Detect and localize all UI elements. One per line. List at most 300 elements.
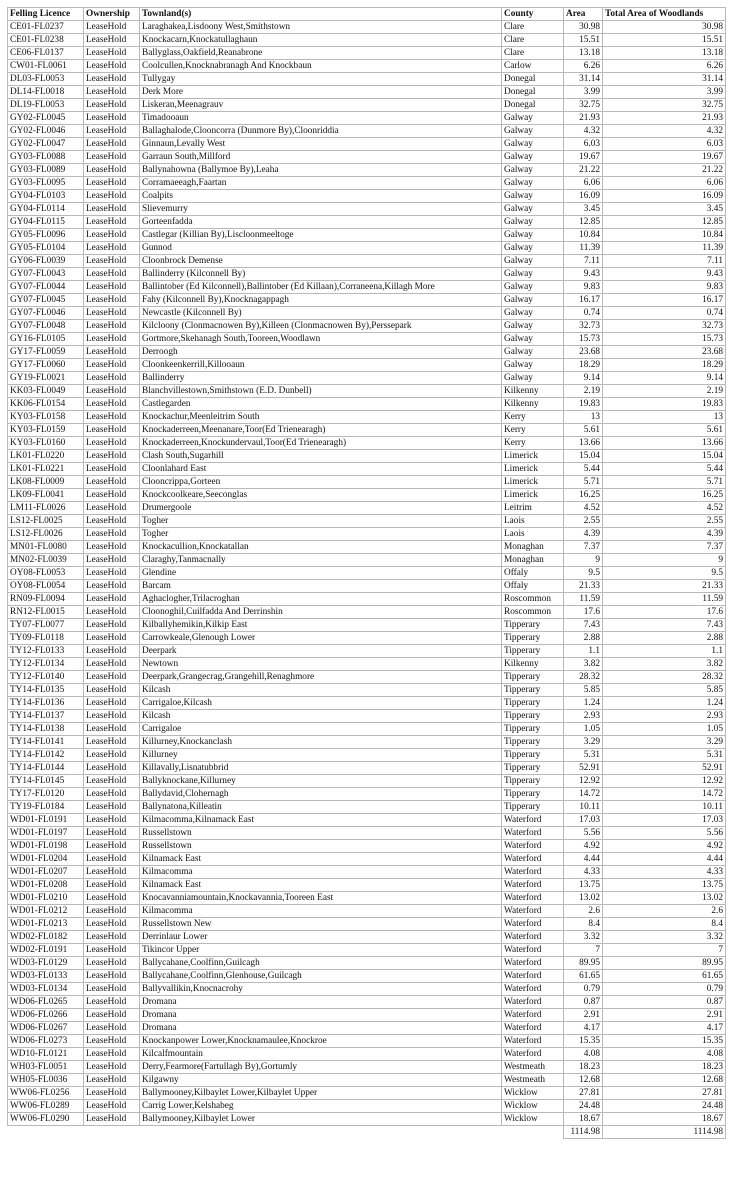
county-cell: Donegal: [502, 86, 564, 99]
total-area-cell: 13.75: [603, 879, 726, 892]
county-cell: Galway: [502, 112, 564, 125]
total-area-cell: 7.11: [603, 255, 726, 268]
total-area-cell: 5.61: [603, 424, 726, 437]
townlands-cell: Derry,Fearmore(Fartullagh By),Gortumly: [140, 1061, 502, 1074]
county-cell: Waterford: [502, 879, 564, 892]
townlands-cell: Liskeran,Meenagrauv: [140, 99, 502, 112]
ownership-cell: LeaseHold: [84, 60, 140, 73]
header-county: County: [502, 8, 564, 21]
table-row: [8, 801, 726, 814]
felling-licence-cell: LS12-FL0025: [8, 515, 84, 528]
ownership-cell: LeaseHold: [84, 1009, 140, 1022]
townlands-cell: Gorteenfadda: [140, 216, 502, 229]
townlands-cell: Killurney: [140, 749, 502, 762]
felling-licence-cell: WD03-FL0129: [8, 957, 84, 970]
total-area-cell: 5.56: [603, 827, 726, 840]
area-cell: 19.83: [564, 398, 603, 411]
ownership-cell: LeaseHold: [84, 892, 140, 905]
total-area-cell: 16.17: [603, 294, 726, 307]
header-felling-licence: Felling Licence: [8, 8, 84, 21]
county-cell: Kerry: [502, 411, 564, 424]
county-cell: Monaghan: [502, 541, 564, 554]
total-area-cell: 4.52: [603, 502, 726, 515]
felling-licence-cell: WD01-FL0210: [8, 892, 84, 905]
townlands-cell: Castlegar (Killian By),Liscloonmeeltoge: [140, 229, 502, 242]
felling-licence-cell: GY04-FL0115: [8, 216, 84, 229]
table-row: [8, 983, 726, 996]
ownership-cell: LeaseHold: [84, 723, 140, 736]
townlands-cell: Cloonbrock Demense: [140, 255, 502, 268]
area-cell: 4.32: [564, 125, 603, 138]
table-row: [8, 255, 726, 268]
area-cell: 21.22: [564, 164, 603, 177]
table-row: [8, 645, 726, 658]
table-row: [8, 138, 726, 151]
area-cell: 15.51: [564, 34, 603, 47]
area-cell: 6.03: [564, 138, 603, 151]
felling-licence-cell: GY07-FL0044: [8, 281, 84, 294]
total-area-cell: 6.26: [603, 60, 726, 73]
townlands-cell: Carrigaloe: [140, 723, 502, 736]
table-row: [8, 762, 726, 775]
county-cell: Tipperary: [502, 762, 564, 775]
total-area-cell: 3.29: [603, 736, 726, 749]
felling-licence-cell: KY03-FL0160: [8, 437, 84, 450]
county-cell: Galway: [502, 164, 564, 177]
total-area-cell: 32.73: [603, 320, 726, 333]
total-area-cell: 15.35: [603, 1035, 726, 1048]
area-cell: 4.92: [564, 840, 603, 853]
ownership-cell: LeaseHold: [84, 190, 140, 203]
total-area-cell: 13.02: [603, 892, 726, 905]
ownership-cell: LeaseHold: [84, 853, 140, 866]
ownership-cell: LeaseHold: [84, 515, 140, 528]
table-row: [8, 294, 726, 307]
total-area-cell: 10.84: [603, 229, 726, 242]
ownership-cell: LeaseHold: [84, 125, 140, 138]
townlands-cell: Clash South,Sugarhill: [140, 450, 502, 463]
felling-licence-cell: WD03-FL0133: [8, 970, 84, 983]
area-cell: 4.17: [564, 1022, 603, 1035]
table-row: [8, 1009, 726, 1022]
total-area-cell: 23.68: [603, 346, 726, 359]
felling-licence-cell: WD06-FL0265: [8, 996, 84, 1009]
area-cell: 28.32: [564, 671, 603, 684]
area-cell: 3.29: [564, 736, 603, 749]
total-area-cell: 5.85: [603, 684, 726, 697]
ownership-cell: LeaseHold: [84, 294, 140, 307]
county-cell: Tipperary: [502, 632, 564, 645]
county-cell: Waterford: [502, 918, 564, 931]
table-row: [8, 1048, 726, 1061]
ownership-cell: LeaseHold: [84, 1087, 140, 1100]
table-row: [8, 879, 726, 892]
ownership-cell: LeaseHold: [84, 21, 140, 34]
felling-licence-cell: GY16-FL0105: [8, 333, 84, 346]
area-cell: 30.98: [564, 21, 603, 34]
ownership-cell: LeaseHold: [84, 1048, 140, 1061]
total-area-cell: 0.74: [603, 307, 726, 320]
table-row: [8, 1074, 726, 1087]
table-row: [8, 567, 726, 580]
felling-licence-cell: WW06-FL0256: [8, 1087, 84, 1100]
table-row: [8, 372, 726, 385]
table-row: [8, 359, 726, 372]
county-cell: Clare: [502, 47, 564, 60]
townlands-cell: Cloonoghil,Cuilfadda And Derrinshin: [140, 606, 502, 619]
townlands-cell: Kilcash: [140, 710, 502, 723]
total-area-cell: 12.68: [603, 1074, 726, 1087]
table-body: [8, 21, 726, 1126]
county-cell: Waterford: [502, 905, 564, 918]
table-row: [8, 931, 726, 944]
area-cell: 5.56: [564, 827, 603, 840]
total-area-cell: 4.44: [603, 853, 726, 866]
felling-licence-cell: WD01-FL0213: [8, 918, 84, 931]
townlands-cell: Fahy (Kilconnell By),Knocknagappagh: [140, 294, 502, 307]
county-cell: Galway: [502, 216, 564, 229]
townlands-cell: Russellstown New: [140, 918, 502, 931]
total-area-cell: 30.98: [603, 21, 726, 34]
total-area-cell: 18.67: [603, 1113, 726, 1126]
total-area-cell: 9: [603, 554, 726, 567]
table-row: [8, 450, 726, 463]
felling-licence-cell: WD10-FL0121: [8, 1048, 84, 1061]
townlands-cell: Kilmacomma,Kilnamack East: [140, 814, 502, 827]
felling-licence-cell: TY07-FL0077: [8, 619, 84, 632]
total-area-cell: 2.55: [603, 515, 726, 528]
felling-licence-cell: LK09-FL0041: [8, 489, 84, 502]
townlands-cell: Slievemurry: [140, 203, 502, 216]
county-cell: Galway: [502, 190, 564, 203]
county-cell: Waterford: [502, 1022, 564, 1035]
area-cell: 0.74: [564, 307, 603, 320]
felling-licence-cell: DL03-FL0053: [8, 73, 84, 86]
townlands-cell: Ballycahane,Coolfinn,Glenhouse,Guilcagh: [140, 970, 502, 983]
ownership-cell: LeaseHold: [84, 918, 140, 931]
felling-licence-cell: TY14-FL0144: [8, 762, 84, 775]
area-cell: 15.73: [564, 333, 603, 346]
total-area-cell: 89.95: [603, 957, 726, 970]
area-cell: 14.72: [564, 788, 603, 801]
felling-licence-cell: GY02-FL0045: [8, 112, 84, 125]
total-area-cell: 1.24: [603, 697, 726, 710]
felling-licence-cell: KY03-FL0159: [8, 424, 84, 437]
county-cell: Laois: [502, 515, 564, 528]
county-cell: Waterford: [502, 814, 564, 827]
table-row: [8, 671, 726, 684]
felling-licence-cell: GY06-FL0039: [8, 255, 84, 268]
header-townlands: Townland(s): [140, 8, 502, 21]
county-cell: Tipperary: [502, 736, 564, 749]
header-ownership: Ownership: [84, 8, 140, 21]
county-cell: Waterford: [502, 957, 564, 970]
county-cell: Waterford: [502, 1035, 564, 1048]
county-cell: Kilkenny: [502, 398, 564, 411]
county-cell: Waterford: [502, 1048, 564, 1061]
table-row: [8, 60, 726, 73]
table-row: [8, 47, 726, 60]
felling-licence-cell: TY12-FL0134: [8, 658, 84, 671]
ownership-cell: LeaseHold: [84, 385, 140, 398]
table-row: [8, 346, 726, 359]
townlands-cell: Timadooaun: [140, 112, 502, 125]
area-cell: 2.6: [564, 905, 603, 918]
county-cell: Waterford: [502, 840, 564, 853]
felling-licence-cell: MN02-FL0039: [8, 554, 84, 567]
ownership-cell: LeaseHold: [84, 1035, 140, 1048]
total-area-total: 1114.98: [603, 1126, 726, 1139]
townlands-cell: Coolcullen,Knocknabranagh And Knockbaun: [140, 60, 502, 73]
total-area-cell: 2.19: [603, 385, 726, 398]
townlands-cell: Killurney,Knockanclash: [140, 736, 502, 749]
total-area-cell: 12.92: [603, 775, 726, 788]
area-cell: 2.88: [564, 632, 603, 645]
felling-licence-cell: TY14-FL0137: [8, 710, 84, 723]
ownership-cell: LeaseHold: [84, 593, 140, 606]
area-cell: 1.24: [564, 697, 603, 710]
table-row: [8, 996, 726, 1009]
county-cell: Donegal: [502, 73, 564, 86]
felling-licence-cell: LM11-FL0026: [8, 502, 84, 515]
felling-licence-cell: GY04-FL0103: [8, 190, 84, 203]
county-cell: Galway: [502, 307, 564, 320]
townlands-cell: Ballycahane,Coolfinn,Guilcagh: [140, 957, 502, 970]
total-area-cell: 14.72: [603, 788, 726, 801]
table-row: [8, 307, 726, 320]
townlands-cell: Togher: [140, 515, 502, 528]
felling-licence-cell: TY14-FL0141: [8, 736, 84, 749]
county-cell: Tipperary: [502, 749, 564, 762]
total-area-cell: 3.99: [603, 86, 726, 99]
county-cell: Tipperary: [502, 697, 564, 710]
townlands-cell: Coalpits: [140, 190, 502, 203]
table-row: [8, 892, 726, 905]
area-cell: 9.43: [564, 268, 603, 281]
felling-licence-cell: GY07-FL0046: [8, 307, 84, 320]
totals-blank-cell: [84, 1126, 140, 1139]
total-area-cell: 9.43: [603, 268, 726, 281]
townlands-cell: Ballinderry (Kilconnell By): [140, 268, 502, 281]
table-row: [8, 125, 726, 138]
townlands-cell: Knockaderreen,Knockundervaul,Toor(Ed Trienearagh): [140, 437, 502, 450]
total-area-cell: 1.05: [603, 723, 726, 736]
table-row: [8, 619, 726, 632]
area-cell: 2.19: [564, 385, 603, 398]
townlands-cell: Ginnaun,Levally West: [140, 138, 502, 151]
table-row: [8, 424, 726, 437]
county-cell: Tipperary: [502, 775, 564, 788]
county-cell: Donegal: [502, 99, 564, 112]
ownership-cell: LeaseHold: [84, 762, 140, 775]
townlands-cell: Russellstown: [140, 840, 502, 853]
area-cell: 17.03: [564, 814, 603, 827]
felling-licence-cell: WD01-FL0212: [8, 905, 84, 918]
table-row: [8, 528, 726, 541]
table-row: [8, 281, 726, 294]
totals-blank-cell: [140, 1126, 502, 1139]
felling-licence-cell: LK01-FL0221: [8, 463, 84, 476]
felling-licence-cell: WD01-FL0198: [8, 840, 84, 853]
townlands-cell: Ballynatona,Killeatin: [140, 801, 502, 814]
felling-licence-cell: WD06-FL0266: [8, 1009, 84, 1022]
felling-licence-cell: DL14-FL0018: [8, 86, 84, 99]
table-row: [8, 749, 726, 762]
area-cell: 12.68: [564, 1074, 603, 1087]
table-row: [8, 632, 726, 645]
total-area-cell: 6.03: [603, 138, 726, 151]
table-row: [8, 1100, 726, 1113]
felling-licence-cell: GY04-FL0114: [8, 203, 84, 216]
ownership-cell: LeaseHold: [84, 164, 140, 177]
county-cell: Tipperary: [502, 645, 564, 658]
county-cell: Waterford: [502, 1009, 564, 1022]
townlands-cell: Ballyknockane,Killurney: [140, 775, 502, 788]
county-cell: Galway: [502, 203, 564, 216]
total-area-cell: 0.79: [603, 983, 726, 996]
felling-licence-cell: TY17-FL0120: [8, 788, 84, 801]
county-cell: Waterford: [502, 866, 564, 879]
townlands-cell: Tullygay: [140, 73, 502, 86]
header-area: Area: [564, 8, 603, 21]
area-cell: 3.32: [564, 931, 603, 944]
ownership-cell: LeaseHold: [84, 944, 140, 957]
total-area-cell: 27.81: [603, 1087, 726, 1100]
townlands-cell: Russellstown: [140, 827, 502, 840]
area-cell: 2.93: [564, 710, 603, 723]
area-cell: 7.11: [564, 255, 603, 268]
felling-licence-cell: WD06-FL0273: [8, 1035, 84, 1048]
table-row: [8, 866, 726, 879]
table-row: [8, 554, 726, 567]
townlands-cell: Dromana: [140, 1009, 502, 1022]
ownership-cell: LeaseHold: [84, 463, 140, 476]
ownership-cell: LeaseHold: [84, 229, 140, 242]
county-cell: Galway: [502, 294, 564, 307]
townlands-cell: Corramaeeagh,Faartan: [140, 177, 502, 190]
felling-licence-cell: WD01-FL0207: [8, 866, 84, 879]
header-total-area: Total Area of Woodlands: [603, 8, 726, 21]
total-area-cell: 31.14: [603, 73, 726, 86]
townlands-cell: Garraun South,Millford: [140, 151, 502, 164]
county-cell: Monaghan: [502, 554, 564, 567]
ownership-cell: LeaseHold: [84, 177, 140, 190]
townlands-cell: Knocavanniamountain,Knockavannia,Tooreen East: [140, 892, 502, 905]
area-cell: 5.61: [564, 424, 603, 437]
area-cell: 0.87: [564, 996, 603, 1009]
county-cell: Westmeath: [502, 1074, 564, 1087]
county-cell: Waterford: [502, 970, 564, 983]
county-cell: Waterford: [502, 892, 564, 905]
area-cell: 32.73: [564, 320, 603, 333]
county-cell: Waterford: [502, 853, 564, 866]
table-row: [8, 1061, 726, 1074]
ownership-cell: LeaseHold: [84, 541, 140, 554]
area-cell: 6.06: [564, 177, 603, 190]
ownership-cell: LeaseHold: [84, 320, 140, 333]
total-area-cell: 3.45: [603, 203, 726, 216]
county-cell: Waterford: [502, 931, 564, 944]
totals-blank-cell: [8, 1126, 84, 1139]
townlands-cell: Kilcalfmountain: [140, 1048, 502, 1061]
felling-licence-cell: GY03-FL0095: [8, 177, 84, 190]
county-cell: Galway: [502, 125, 564, 138]
ownership-cell: LeaseHold: [84, 710, 140, 723]
table-row: [8, 944, 726, 957]
table-row: [8, 320, 726, 333]
felling-licence-cell: LK08-FL0009: [8, 476, 84, 489]
felling-licence-cell: CW01-FL0061: [8, 60, 84, 73]
county-cell: Wicklow: [502, 1087, 564, 1100]
table-row: [8, 1113, 726, 1126]
totals-blank-cell: [502, 1126, 564, 1139]
area-cell: 3.82: [564, 658, 603, 671]
area-cell: 12.92: [564, 775, 603, 788]
felling-licence-cell: WH03-FL0051: [8, 1061, 84, 1074]
felling-licence-cell: RN09-FL0094: [8, 593, 84, 606]
townlands-cell: Togher: [140, 528, 502, 541]
table-row: [8, 905, 726, 918]
ownership-cell: LeaseHold: [84, 580, 140, 593]
ownership-cell: LeaseHold: [84, 1113, 140, 1126]
townlands-cell: Dromana: [140, 1022, 502, 1035]
total-area-cell: 4.17: [603, 1022, 726, 1035]
area-cell: 18.29: [564, 359, 603, 372]
total-area-cell: 15.51: [603, 34, 726, 47]
total-area-cell: 0.87: [603, 996, 726, 1009]
townlands-cell: Deerpark,Grangecrag,Grangehill,Renaghmore: [140, 671, 502, 684]
table-row: [8, 216, 726, 229]
table-row: [8, 34, 726, 47]
table-row: [8, 723, 726, 736]
area-cell: 6.26: [564, 60, 603, 73]
area-cell: 13.66: [564, 437, 603, 450]
area-cell: 18.23: [564, 1061, 603, 1074]
ownership-cell: LeaseHold: [84, 86, 140, 99]
total-area-cell: 11.59: [603, 593, 726, 606]
total-area-cell: 2.93: [603, 710, 726, 723]
townlands-cell: Ballaghalode,Clooncorra (Dunmore By),Cloonriddia: [140, 125, 502, 138]
area-cell: 5.44: [564, 463, 603, 476]
table-row: [8, 164, 726, 177]
table-row: [8, 86, 726, 99]
total-area-cell: 32.75: [603, 99, 726, 112]
county-cell: Kilkenny: [502, 385, 564, 398]
county-cell: Tipperary: [502, 710, 564, 723]
area-cell: 23.68: [564, 346, 603, 359]
county-cell: Galway: [502, 151, 564, 164]
area-cell: 13.18: [564, 47, 603, 60]
felling-licence-cell: WD01-FL0208: [8, 879, 84, 892]
table-row: [8, 203, 726, 216]
total-area-cell: 18.29: [603, 359, 726, 372]
table-row: [8, 489, 726, 502]
county-cell: Roscommon: [502, 593, 564, 606]
townlands-cell: Kilnamack East: [140, 879, 502, 892]
felling-licence-cell: TY19-FL0184: [8, 801, 84, 814]
townlands-cell: Kilgawny: [140, 1074, 502, 1087]
area-cell: 11.59: [564, 593, 603, 606]
ownership-cell: LeaseHold: [84, 554, 140, 567]
area-total: 1114.98: [564, 1126, 603, 1139]
area-cell: 9.14: [564, 372, 603, 385]
county-cell: Galway: [502, 359, 564, 372]
county-cell: Tipperary: [502, 723, 564, 736]
townlands-cell: Ballymooney,Kilbaylet Lower: [140, 1113, 502, 1126]
area-cell: 31.14: [564, 73, 603, 86]
ownership-cell: LeaseHold: [84, 216, 140, 229]
total-area-cell: 2.88: [603, 632, 726, 645]
